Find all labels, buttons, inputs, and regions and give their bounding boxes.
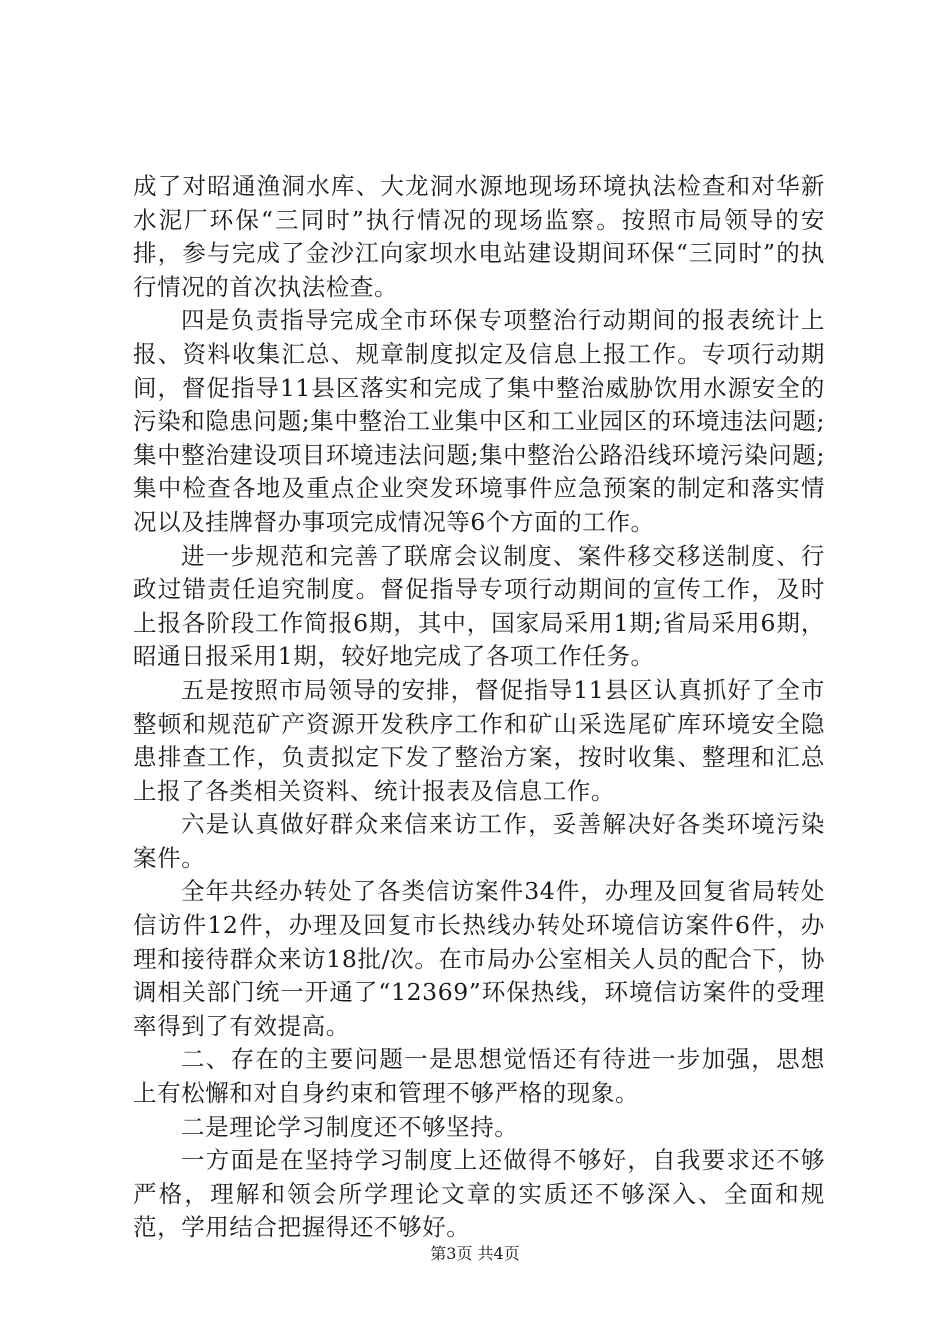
page-footer [0, 1244, 950, 1264]
paragraph-8: 二是理论学习制度还不够坚持。 [181, 1112, 519, 1141]
paragraph-4: 五是按照市局领导的安排，督促指导11县区认真抓好了全市整顿和规范矿产资源开发秩序工作和矿山采选尾矿库环境安全隐患排查工作，负责拟定下发了整治方案，按时收集、整理和汇总上报了各类相关资料、统计报表及信息工作。 [133, 675, 825, 805]
paragraph-5: 六是认真做好群众来信来访工作，妥善解决好各类环境污染案件。 [133, 810, 825, 872]
paragraph-7: 二、存在的主要问题一是思想觉悟还有待进一步加强，思想上有松懈和对自身约束和管理不够严格的现象。 [133, 1045, 825, 1108]
paragraph-9: 一方面是在坚持学习制度上还做得不够好，自我要求还不够严格，理解和领会所学理论文章的实质还不够深入、全面和规范，学用结合把握得还不够好。 [133, 1146, 825, 1242]
paragraph-3: 进一步规范和完善了联席会议制度、案件移交移送制度、行政过错责任追究制度。督促指导专项行动期间的宣传工作，及时上报各阶段工作简报6期，其中，国家局采用1期;省局采用6期，昭通日报采用1期，较好地完成了各项工作任务。 [133, 541, 825, 671]
paragraph-6: 全年共经办转处了各类信访案件34件，办理及回复省局转处信访件12件，办理及回复市长热线办转处环境信访案件6件，办理和接待群众来访18批/次。在市局办公室相关人员的配合下，协调相关部门统一开通了“12369”环保热线，环境信访案件的受理率得到了有效提高。 [133, 877, 825, 1040]
paragraph-1: 成了对昭通渔洞水库、大龙洞水源地现场环境执法检查和对华新水泥厂环保“三同时”执行情况的现场监察。按照市局领导的安排，参与完成了金沙江向家坝水电站建设期间环保“三同时”的执行情况的首次执法检查。 [133, 172, 825, 301]
document-body [133, 170, 825, 1245]
page-number-label: 第3页 共4页 [430, 1244, 520, 1263]
paragraph-2: 四是负责指导完成全市环保专项整治行动期间的报表统计上报、资料收集汇总、规章制度拟定及信息上报工作。专项行动期间，督促指导11县区落实和完成了集中整治威胁饮用水源安全的污染和隐患问题;集中整治工业集中区和工业园区的环境违法问题;集中整治建设项目环境违法问题;集中整治公路沿线环境污染问题;集中检查各地及重点企业突发环境事件应急预案的制定和落实情况以及挂牌督办事项完成情况等6个方面的工作。 [133, 306, 825, 536]
